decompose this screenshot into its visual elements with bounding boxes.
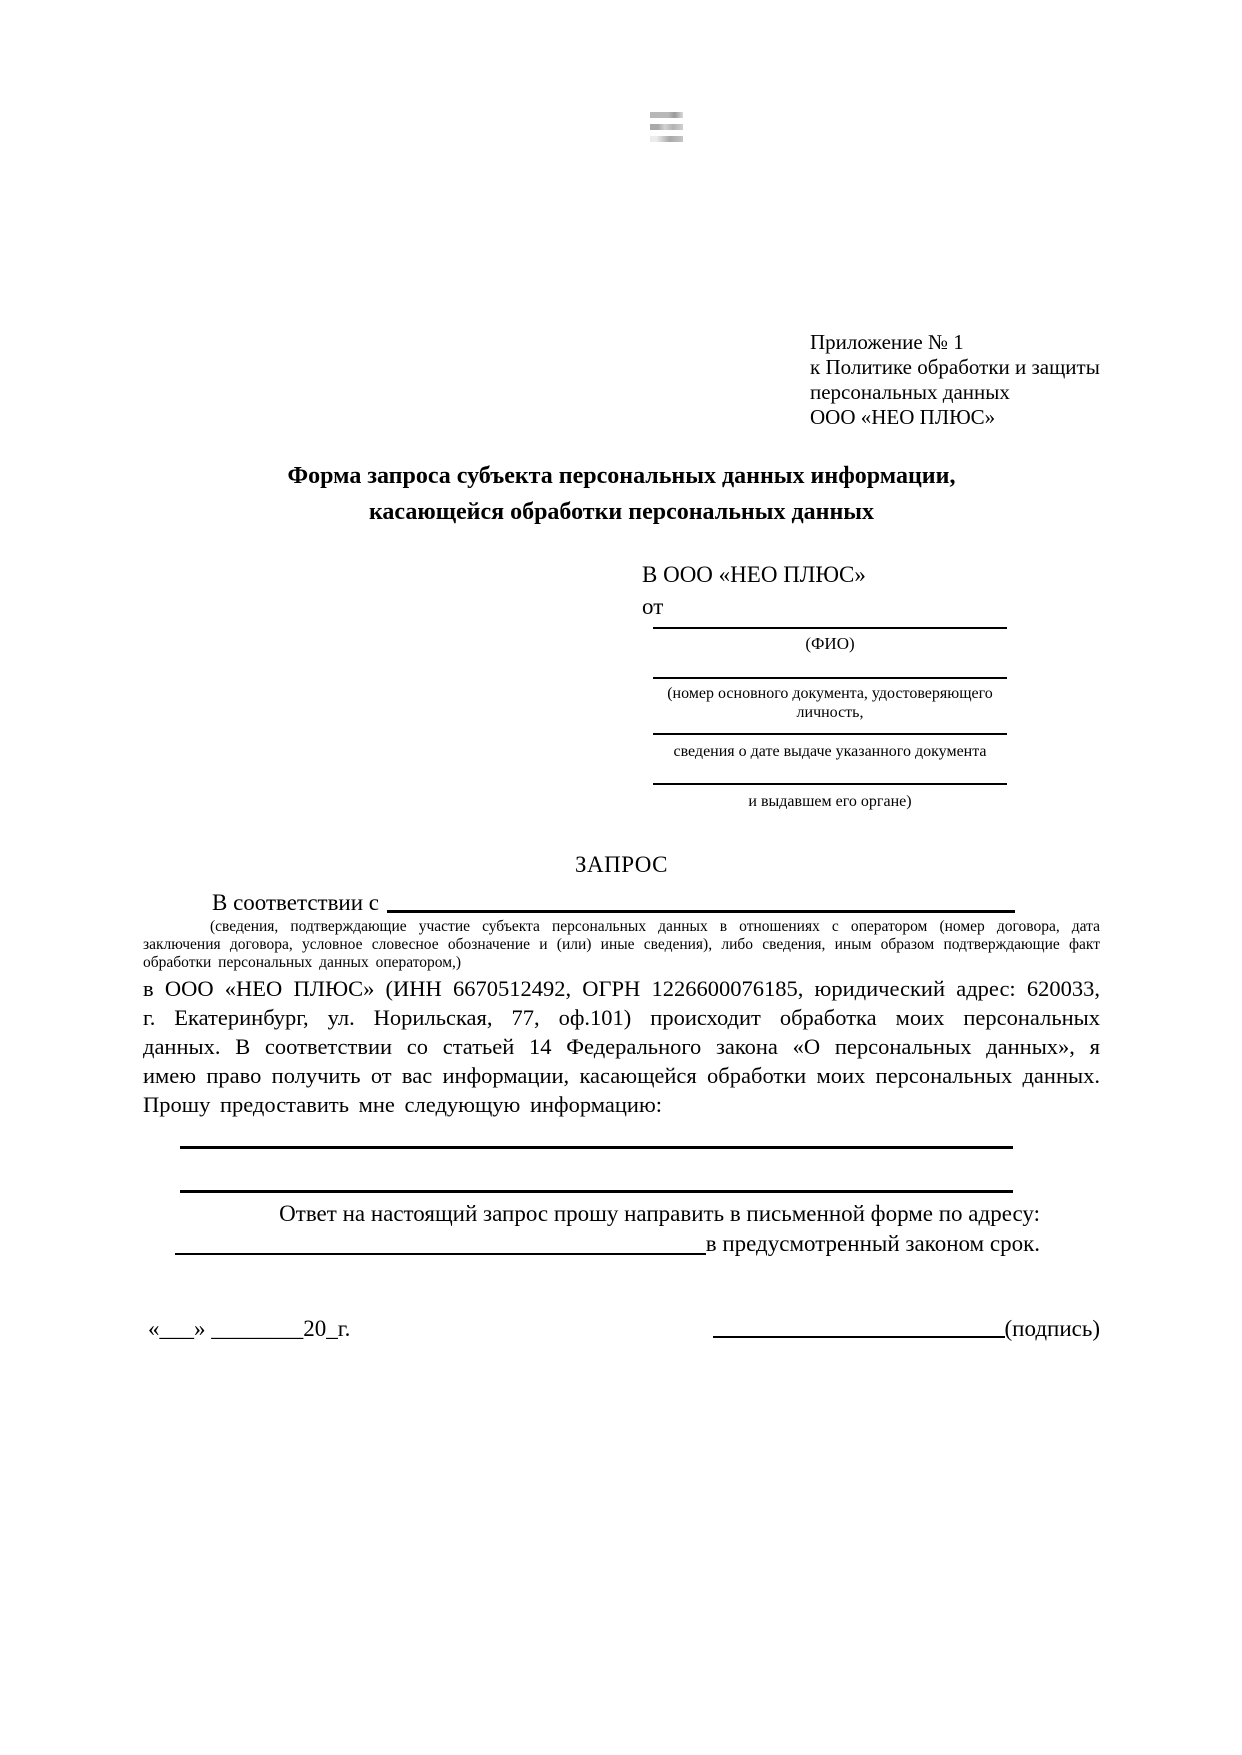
embedded-image-icon [650,112,683,142]
form-title-line2: касающейся обработки персональных данных [368,499,875,525]
applicant-fields [653,627,1007,815]
reply-address-text: Ответ на настоящий запрос прошу направить в письменной форме по адресу: [279,1201,1040,1226]
info-blank-line-1 [180,1146,1013,1149]
appendix-line: персональных данных [810,380,1010,404]
document-number-caption: (номер основного документа, удостоверяющего личность, [667,685,993,721]
issue-date-caption: сведения о дате выдаче указанного документа [673,743,987,760]
date-blank: «___» ________20_г. [148,1316,351,1341]
issuing-authority-blank-line [653,783,1007,815]
fio-caption: (ФИО) [805,634,855,653]
issue-date-blank-line [653,733,1007,783]
signature-row [143,1315,1100,1343]
fio-blank-line [653,627,1007,677]
info-blank-line-2 [180,1190,1013,1193]
intro-line [212,890,1015,916]
reply-address-blank-line [175,1229,706,1255]
signature-blank-line [713,1336,1005,1338]
intro-prefix: В соответствии с [212,890,380,915]
document-number-blank-line [653,677,1007,733]
body-paragraph: в ООО «НЕО ПЛЮС» (ИНН 6670512492, ОГРН 1226600076185, юридический адрес: 620033, г. Екатеринбург, ул. Норильская, 77, оф.101) происходит обработка моих персональных данных. В соответствии со статьей 14 Федерального закона «О персональных данных», я имею право получить от вас информации, касающейся обработки моих персональных данных. Прошу предоставить мне следующую информацию: [143,976,1100,1117]
intro-blank-line [387,890,1015,913]
signature-caption: (подпись) [1004,1316,1100,1341]
reply-suffix-text: в предусмотренный законом срок. [705,1231,1040,1256]
addressee-block [642,559,1100,623]
reply-block [175,1199,1040,1259]
request-heading: ЗАПРОС [574,852,669,877]
appendix-line: ООО «НЕО ПЛЮС» [810,405,996,429]
form-title-line1: Форма запроса субъекта персональных данных информации, [287,463,956,489]
reply-address-line [175,1229,1040,1259]
legal-note: (сведения, подтверждающие участие субъекта персональных данных в отношениях с оператором (номер договора, дата заключения договора, условное словесное обозначение и (или) иные сведения), либо сведения, иным образом подтверждающие факт обработки персональных данных оператором,) [143,918,1100,971]
signature-group [713,1315,1100,1343]
appendix-line: Приложение № 1 [810,330,964,354]
appendix-block [810,330,1100,430]
form-title [143,458,1100,530]
issuing-authority-caption: и выдавшем его органе) [748,793,912,810]
addressee-organization: В ООО «НЕО ПЛЮС» [642,562,866,587]
appendix-line: к Политике обработки и защиты [810,355,1100,379]
addressee-from-label: от [642,594,664,619]
